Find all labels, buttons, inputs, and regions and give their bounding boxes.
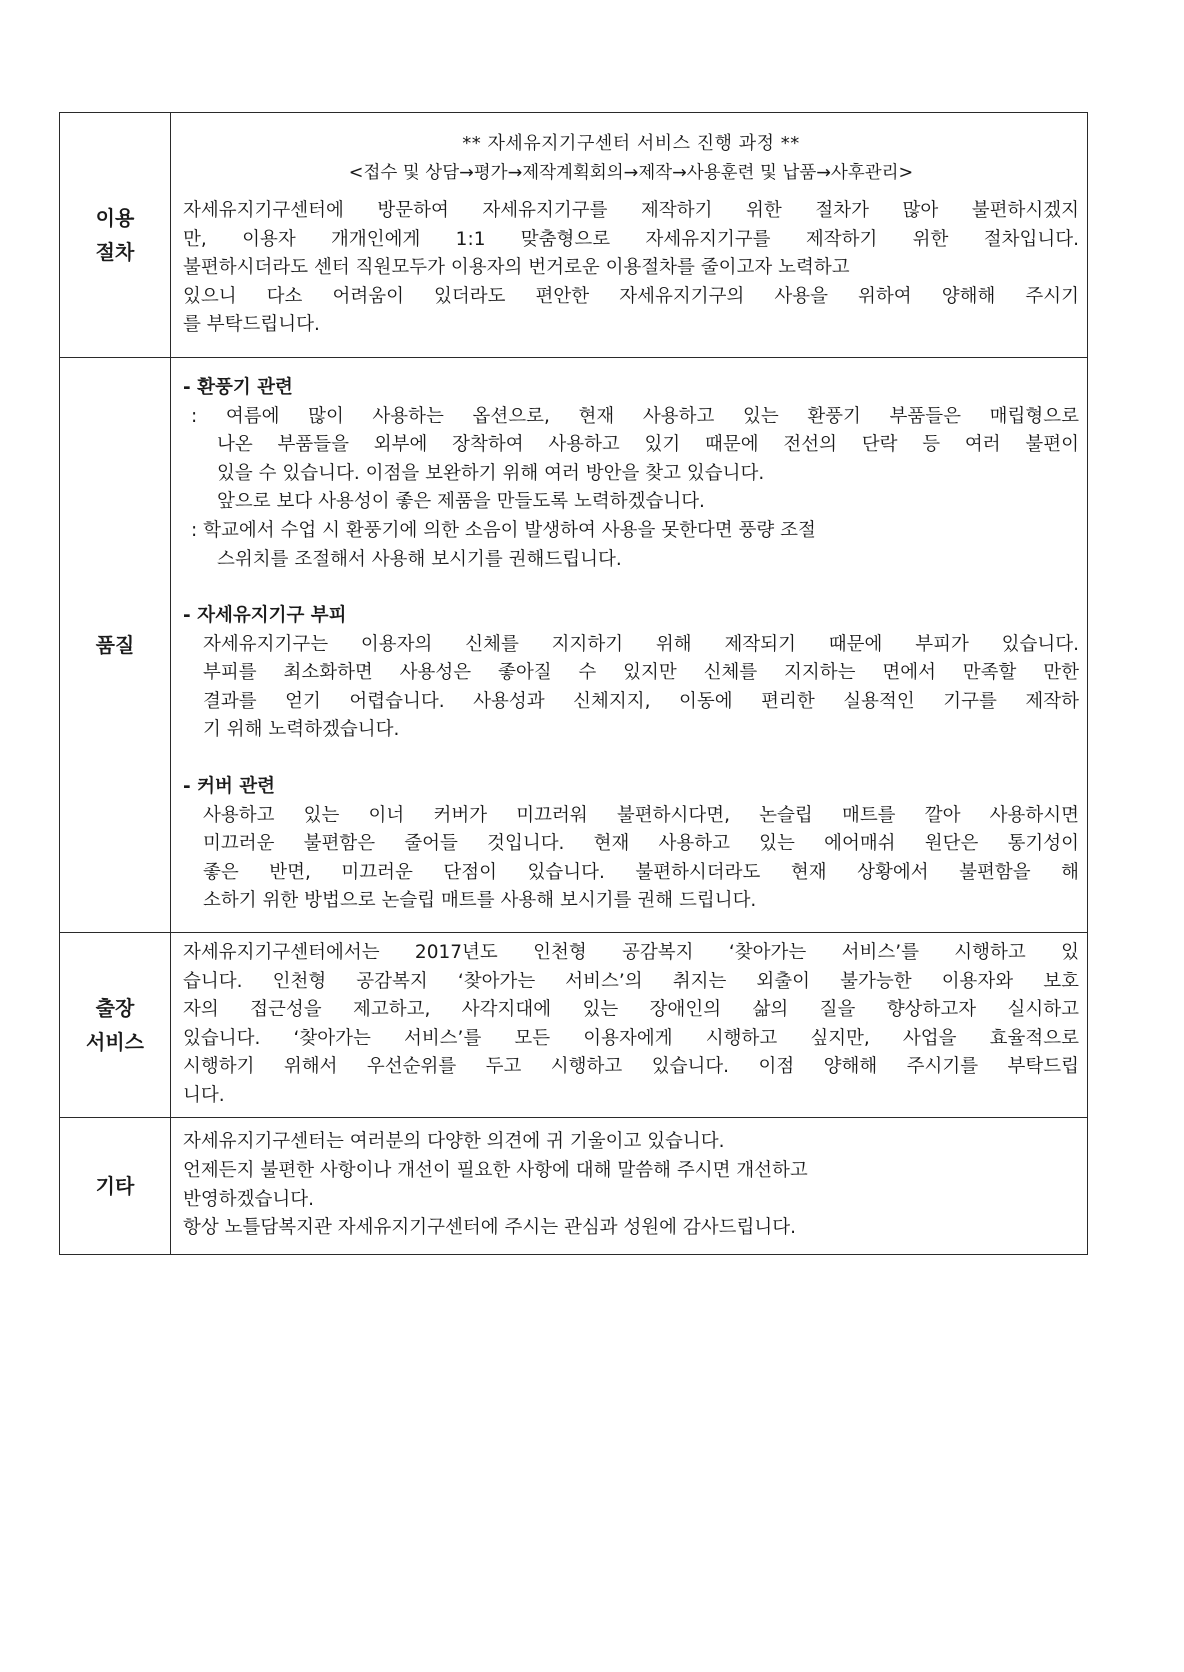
- row-header-quality: [60, 358, 171, 933]
- text-line: 언제든지 불편한 사항이나 개선이 필요한 사항에 대해 말씀해 주시면 개선하고: [183, 1159, 808, 1181]
- text-line: 미끄러운 불편함은 줄어들 것입니다. 현재 사용하고 있는 에어매쉬 원단은 통기성이: [203, 833, 1079, 855]
- text-line: 를 부탁드립니다.: [183, 314, 320, 336]
- text-line: 자세유지기구센터는 여러분의 다양한 의견에 귀 기울이고 있습니다.: [183, 1131, 725, 1153]
- row-body-quality: [171, 358, 1088, 933]
- row-etc: [60, 1117, 1088, 1254]
- process-steps: <접수 및 상담→평가→제작계획회의→제작→사용훈련 및 납품→사후관리>: [348, 162, 914, 183]
- row-header-line: 출장: [95, 995, 135, 1020]
- row-header-outreach-service: [60, 933, 171, 1118]
- text-line: 자의 접근성을 제고하고, 사각지대에 있는 장애인의 삶의 질을 향상하고자 실시하고: [183, 999, 1079, 1021]
- text-line: 불편하시더라도 센터 직원모두가 이용자의 번거로운 이용절차를 줄이고자 노력하고: [183, 257, 850, 279]
- row-header-etc: [60, 1117, 171, 1254]
- text-line: 기 위해 노력하겠습니다.: [203, 719, 400, 741]
- text-line: 자세유지기구센터에 방문하여 자세유지기구를 제작하기 위한 절차가 많아 불편하시겠지: [183, 200, 1079, 222]
- row-header-line: 이용: [95, 206, 135, 230]
- text-line: 있으니 다소 어려움이 있더라도 편안한 자세유지기구의 사용을 위하여 양해해 주시기: [183, 285, 1079, 307]
- section-heading-cover: - 커버 관련: [183, 776, 276, 798]
- row-body-usage-procedure: [171, 113, 1088, 358]
- row-quality: [60, 358, 1088, 933]
- guide-table: [59, 112, 1088, 1255]
- text-line: 습니다. 인천형 공감복지 ‘찾아가는 서비스’의 취지는 외출이 불가능한 이용자와 보호: [183, 970, 1079, 992]
- text-line: 소하기 위한 방법으로 논슬립 매트를 사용해 보시기를 권해 드립니다.: [203, 890, 757, 912]
- row-body-etc: [171, 1117, 1088, 1254]
- text-line: 있을 수 있습니다. 이점을 보완하기 위해 여러 방안을 찾고 있습니다.: [217, 462, 765, 484]
- row-outreach-service: [60, 933, 1088, 1118]
- text-line: 나온 부품들을 외부에 장착하여 사용하고 있기 때문에 전선의 단락 등 여러 불편이: [217, 434, 1079, 456]
- text-line: 좋은 반면, 미끄러운 단점이 있습니다. 불편하시더라도 현재 상황에서 불편함을 해: [203, 861, 1079, 883]
- text-line: 결과를 얻기 어렵습니다. 사용성과 신체지지, 이동에 편리한 실용적인 기구를 제작하: [203, 690, 1079, 712]
- text-line: 있습니다. ‘찾아가는 서비스’를 모든 이용자에게 시행하고 싶지만, 사업을 효율적으로: [183, 1027, 1079, 1049]
- text-line: 시행하기 위해서 우선순위를 두고 시행하고 있습니다. 이점 양해해 주시기를 부탁드립: [183, 1056, 1079, 1078]
- row-usage-procedure: [60, 113, 1088, 358]
- text-line: 자세유지기구는 이용자의 신체를 지지하기 위해 제작되기 때문에 부피가 있습니다.: [203, 633, 1079, 655]
- text-line: : 여름에 많이 사용하는 옵션으로, 현재 사용하고 있는 환풍기 부품들은 매립형으로: [191, 405, 1079, 427]
- text-line: 사용하고 있는 이너 커버가 미끄러워 불편하시다면, 논슬립 매트를 깔아 사용하시면: [203, 804, 1079, 826]
- row-header-line: 서비스: [86, 1029, 144, 1054]
- section-heading-volume: - 자세유지기구 부피: [183, 605, 347, 627]
- row-header-usage-procedure: [60, 113, 171, 358]
- text-line: 앞으로 보다 사용성이 좋은 제품을 만들도록 노력하겠습니다.: [217, 491, 705, 513]
- process-title: ** 자세유지기구센터 서비스 진행 과정 **: [462, 132, 800, 154]
- row-body-outreach-service: [171, 933, 1088, 1118]
- text-line: 스위치를 조절해서 사용해 보시기를 권해드립니다.: [217, 548, 622, 570]
- text-line: 자세유지기구센터에서는 2017년도 인천형 공감복지 ‘찾아가는 서비스’를 시행하고 있: [183, 942, 1079, 963]
- row-header-line: 절차: [95, 240, 135, 264]
- text-line: 항상 노틀담복지관 자세유지기구센터에 주시는 관심과 성원에 감사드립니다.: [183, 1217, 797, 1239]
- text-line: : 학교에서 수업 시 환풍기에 의한 소음이 발생하여 사용을 못한다면 풍량 조절: [191, 519, 816, 541]
- text-line: 니다.: [183, 1084, 225, 1106]
- section-heading-ventilator: - 환풍기 관련: [183, 376, 293, 398]
- row-header-line: 품질: [95, 633, 135, 657]
- text-line: 부피를 최소화하면 사용성은 좋아질 수 있지만 신체를 지지하는 면에서 만족할 만한: [203, 662, 1079, 684]
- text-line: 만, 이용자 개개인에게 1:1 맞춤형으로 자세유지기구를 제작하기 위한 절차입니다.: [183, 228, 1079, 250]
- text-line: 반영하겠습니다.: [183, 1188, 314, 1210]
- row-header-line: 기타: [95, 1173, 135, 1198]
